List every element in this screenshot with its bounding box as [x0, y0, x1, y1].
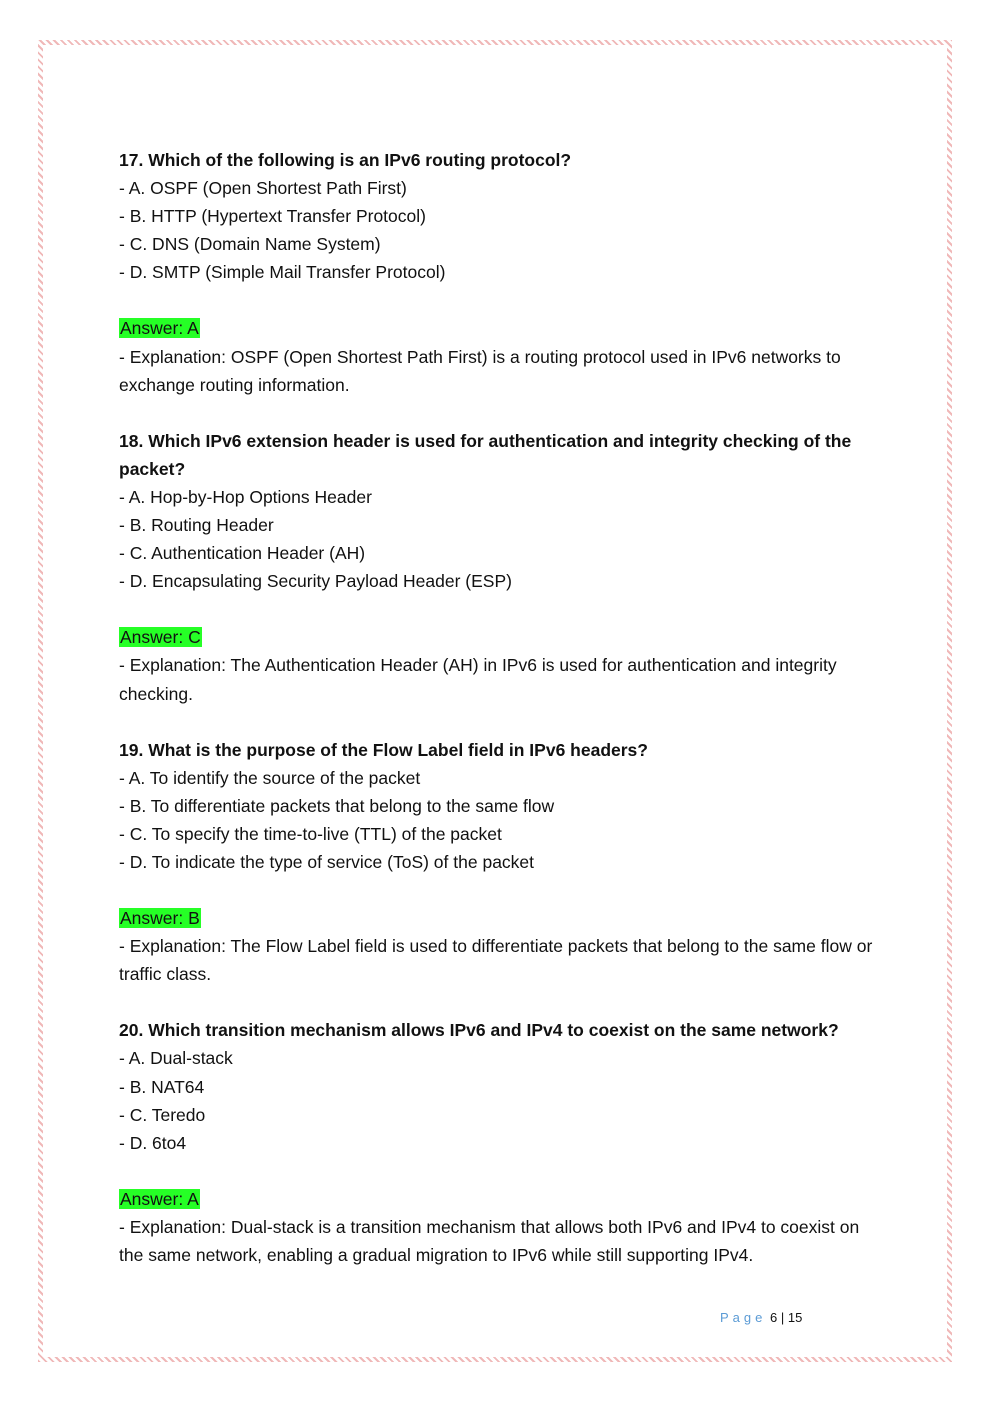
option-b: - B. To differentiate packets that belong to the same flow	[119, 795, 555, 816]
question-title: 17. Which of the following is an IPv6 routing protocol?	[119, 150, 572, 170]
question-title: 18. Which IPv6 extension header is used for authentication and integrity checking of the packet?	[119, 430, 852, 479]
option-d: - D. To indicate the type of service (ToS) of the packet	[119, 851, 535, 872]
document-body	[119, 146, 879, 1297]
page-separator: |	[780, 1310, 785, 1325]
answer-highlight: Answer: C	[120, 627, 201, 648]
option-a: - A. Dual-stack	[119, 1048, 233, 1069]
question-title: 19. What is the purpose of the Flow Label field in IPv6 headers?	[119, 739, 648, 760]
answer-line	[119, 1185, 879, 1213]
option-b: - B. Routing Header	[119, 515, 274, 536]
option-b: - B. HTTP (Hypertext Transfer Protocol)	[119, 206, 426, 227]
question-17	[119, 146, 879, 399]
option-c: - C. To specify the time-to-live (TTL) of the packet	[119, 823, 502, 844]
question-title: 20. Which transition mechanism allows IPv6 and IPv4 to coexist on the same network?	[119, 1020, 839, 1041]
option-a: - A. OSPF (Open Shortest Path First)	[119, 178, 407, 199]
answer-highlight: Answer: A	[120, 1188, 199, 1209]
option-c: - C. DNS (Domain Name System)	[119, 234, 381, 255]
answer-line	[119, 623, 879, 651]
option-c: - C. Teredo	[119, 1104, 206, 1125]
answer-highlight: Answer: B	[120, 908, 200, 929]
explanation: - Explanation: The Authentication Header (AH) in IPv6 is used for authentication and integrity checking.	[119, 655, 837, 704]
answer-highlight: Answer: A	[120, 318, 199, 339]
explanation: - Explanation: The Flow Label field is used to differentiate packets that belong to the same flow or traffic class.	[119, 936, 873, 985]
option-a: - A. Hop-by-Hop Options Header	[119, 486, 372, 507]
page-word: Page	[720, 1310, 767, 1325]
option-a: - A. To identify the source of the packet	[119, 767, 421, 788]
option-c: - C. Authentication Header (AH)	[119, 543, 366, 564]
answer-line	[119, 904, 879, 932]
total-pages: 15	[787, 1310, 803, 1325]
answer-line	[119, 314, 879, 342]
question-20	[119, 1016, 879, 1269]
option-d: - D. 6to4	[119, 1132, 187, 1153]
page-footer	[720, 1310, 802, 1325]
explanation: - Explanation: OSPF (Open Shortest Path First) is a routing protocol used in IPv6 networks to exchange routing information.	[119, 346, 841, 395]
question-19	[119, 736, 879, 989]
page-number: 6	[770, 1310, 778, 1325]
option-d: - D. SMTP (Simple Mail Transfer Protocol)	[119, 262, 446, 283]
explanation: - Explanation: Dual-stack is a transition mechanism that allows both IPv6 and IPv4 to coexist on the same network, enabling a gradual migration to IPv6 while still supporting IPv4.	[119, 1216, 860, 1265]
option-d: - D. Encapsulating Security Payload Header (ESP)	[119, 571, 512, 592]
question-18	[119, 427, 879, 708]
option-b: - B. NAT64	[119, 1076, 205, 1097]
